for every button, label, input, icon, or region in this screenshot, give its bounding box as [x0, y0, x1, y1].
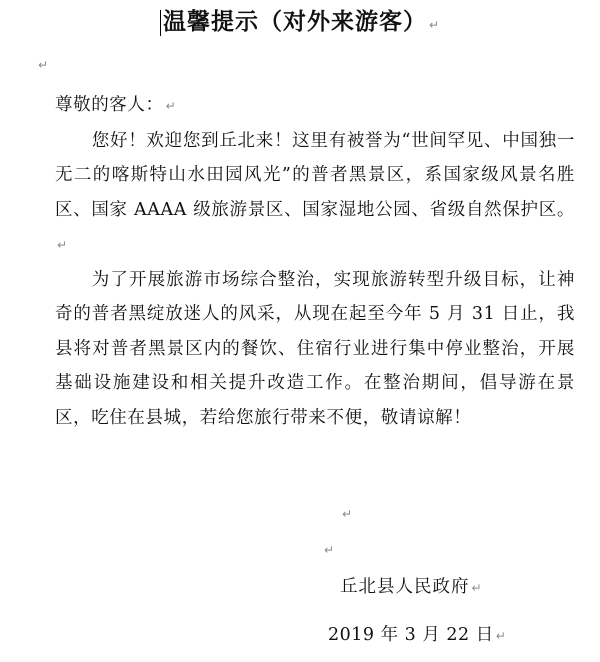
paragraph-mark-icon: ↵	[38, 58, 49, 72]
notice-title: 温馨提示（对外来游客）	[162, 8, 427, 35]
paragraph-welcome	[55, 124, 575, 263]
paragraph-welcome-text: 您好！欢迎您到丘北来！这里有被誉为“世间罕见、中国独一无二的喀斯特山水田园风光”的普者黑景区，系国家级风景名胜区、国家 AAAA 级旅游景区、国家湿地公园、省级自然保护区。	[55, 130, 575, 220]
paragraph-rectification	[55, 263, 575, 436]
text-cursor	[160, 10, 161, 36]
paragraph-mark-icon: ↵	[57, 238, 68, 252]
paragraph-rectification-text: 为了开展旅游市场综合整治，实现旅游转型升级目标，让神奇的普者黑绽放迷人的风采，从现在起至今年 5 月 31 日止，我县将对普者黑景区内的餐饮、住宿行业进行集中停业整治，开展基础设施建设和相关提升改造工作。在整治期间，倡导游在景区，吃住在县城，若给您旅行带来不便，敬请谅解！	[55, 269, 575, 428]
salutation-line	[55, 88, 575, 124]
paragraph-mark-icon: ↵	[428, 18, 441, 32]
paragraph-mark-icon: ↵	[342, 507, 353, 521]
paragraph-mark-icon: ↵	[495, 629, 507, 643]
notice-date: 2019 年 3 月 22 日	[328, 625, 494, 645]
paragraph-mark-icon: ↵	[324, 543, 335, 557]
signature-line	[340, 570, 483, 605]
signature: 丘北县人民政府	[340, 577, 470, 597]
notice-body	[55, 88, 575, 435]
paragraph-mark-icon: ↵	[165, 99, 177, 113]
salutation: 尊敬的客人：	[55, 95, 164, 115]
notice-title-line	[0, 2, 600, 45]
paragraph-mark-icon: ↵	[471, 581, 483, 595]
date-line	[328, 618, 506, 653]
